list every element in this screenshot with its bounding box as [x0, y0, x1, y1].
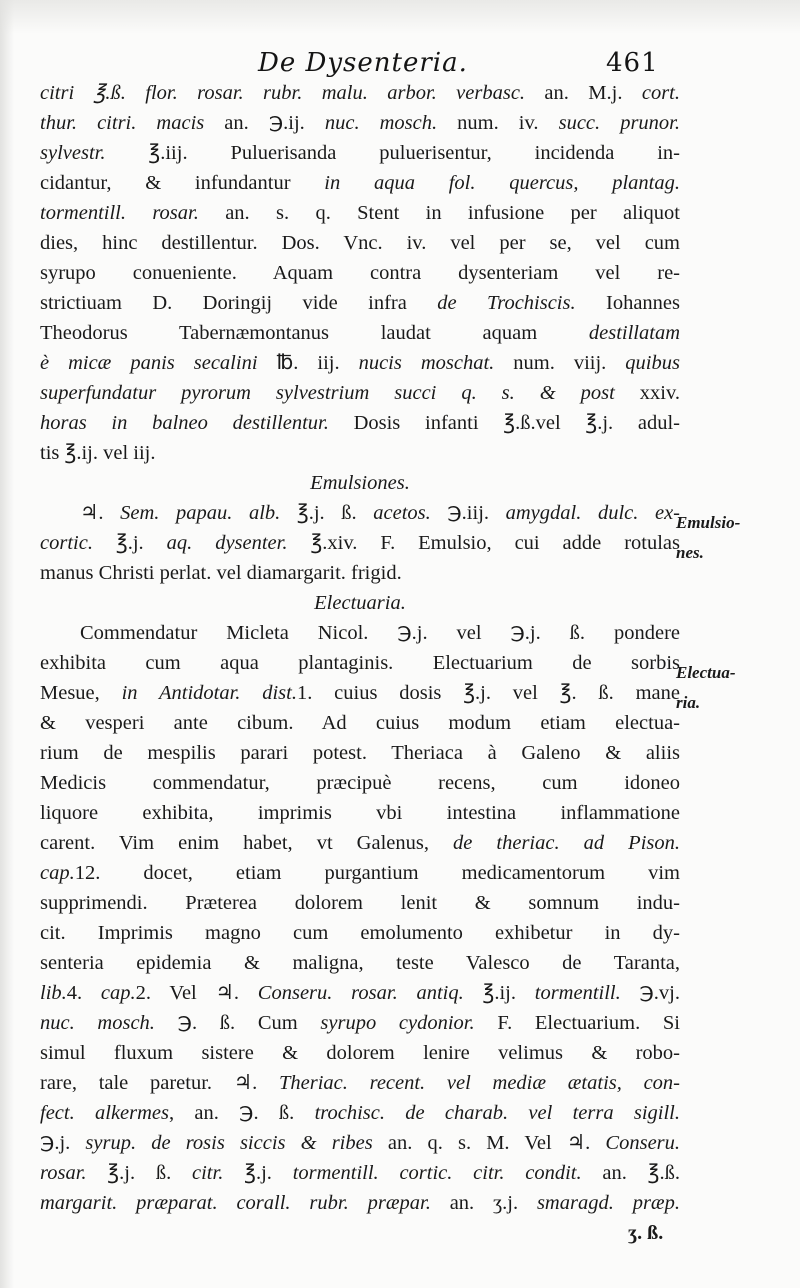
italic-text-run: superfundatur pyrorum sylvestrium succi q. s. & post	[40, 382, 615, 404]
italic-text-run: destillatam	[588, 322, 680, 344]
text-line	[40, 498, 680, 528]
text-run: an. ℈.ij.	[204, 112, 325, 134]
text-run: simul fluxum sistere & dolorem lenire velimus & robo-	[40, 1042, 680, 1064]
text-line	[40, 1158, 680, 1188]
text-line	[40, 828, 680, 858]
text-run: manus Christi perlat. vel diamargarit. frigid.	[40, 562, 402, 584]
text-line	[40, 168, 680, 198]
italic-text-run: nuc. mosch.	[324, 112, 438, 134]
text-line	[40, 648, 680, 678]
text-line	[40, 918, 680, 948]
text-line	[40, 408, 680, 438]
text-run: an. q. s. M. Vel ♃.	[372, 1132, 606, 1154]
text-run: Iohannes	[575, 292, 680, 314]
text-run: F. Electuarium. Si	[474, 1012, 680, 1034]
text-line	[40, 1188, 680, 1218]
text-run: Commendatur Micleta Nicol. ℈.j. vel ℈.j. ß. pondere	[80, 622, 680, 644]
text-run: ℥.j.	[92, 532, 167, 554]
text-line	[40, 768, 680, 798]
text-line	[40, 558, 680, 588]
text-run: cidantur, & infundantur	[40, 172, 325, 194]
margin-note-line: Electua-	[676, 663, 736, 682]
text-run: & vesperi ante cibum. Ad cuius modum etiam electua-	[40, 712, 680, 734]
text-run: tis ℥.ij. vel iij.	[40, 442, 156, 464]
text-run: 4.	[66, 982, 101, 1004]
text-line	[40, 708, 680, 738]
text-run: an. s. q. Stent in infusione per aliquot	[198, 202, 680, 224]
text-run: ℈.iij.	[430, 502, 506, 524]
text-run: supprimendi. Præterea dolorem lenit & somnum indu-	[40, 892, 680, 914]
running-title: De Dysenteria.	[258, 48, 468, 78]
text-run: ℥.j. ß.	[280, 502, 374, 524]
text-line	[40, 618, 680, 648]
italic-text-run: cap.	[100, 982, 136, 1004]
italic-text-run: de theriac. ad Pison.	[453, 832, 680, 854]
italic-text-run: de Trochiscis.	[437, 292, 576, 314]
text-run: strictiuam D. Doringij vide infra	[40, 292, 438, 314]
italic-text-run: syrupo cydonior.	[320, 1012, 475, 1034]
text-run: dies, hinc destillentur. Dos. Vnc. iv. vel per se, vel cum	[40, 232, 680, 254]
text-line	[40, 198, 680, 228]
text-run: Theodorus Tabernæmontanus laudat aquam	[40, 322, 589, 344]
text-line	[40, 348, 680, 378]
text-run: cit. Imprimis magno cum emolumento exhibetur in dy-	[40, 922, 680, 944]
italic-text-run: citri ℥.ß. flor. rosar. rubr. malu. arbor. verbasc.	[40, 82, 526, 104]
text-line	[40, 378, 680, 408]
text-run: an. M.j.	[525, 82, 642, 104]
italic-text-run: cortic.	[40, 532, 93, 554]
text-run: ℥.j.	[223, 1162, 293, 1184]
italic-text-run: cap.	[40, 862, 75, 884]
margin-note-line: ria.	[676, 693, 701, 712]
italic-text-run: Conseru. rosar. antiq.	[257, 982, 464, 1004]
text-line	[40, 1008, 680, 1038]
text-line	[40, 528, 680, 558]
italic-text-run: tormentill. cortic. citr. condit.	[292, 1162, 582, 1184]
italic-text-run: trochisc. de charab. vel terra sigill.	[314, 1102, 680, 1124]
italic-text-run: horas in balneo destillentur.	[40, 412, 329, 434]
text-run: ℥.xiv. F. Emulsio, cui adde rotulas	[287, 532, 680, 554]
text-line	[40, 1068, 680, 1098]
italic-text-run: amygdal. dulc. ex-	[505, 502, 680, 524]
italic-text-run: tormentill. rosar.	[40, 202, 199, 224]
text-run: syrupo conueniente. Aquam contra dysenteriam vel re-	[40, 262, 680, 284]
text-run: ℔. iij.	[257, 352, 359, 374]
text-line	[40, 948, 680, 978]
text-run: ♃.	[80, 502, 121, 524]
italic-text-run: quibus	[625, 352, 680, 374]
text-line	[40, 108, 680, 138]
text-run: ℥.j. ß.	[86, 1162, 193, 1184]
text-run: ℈. ß. Cum	[154, 1012, 321, 1034]
italic-text-run: sylvestr.	[40, 142, 106, 164]
text-run: ℈.j.	[40, 1132, 86, 1154]
italic-text-run: aq. dysenter.	[166, 532, 288, 554]
italic-text-run: rosar.	[40, 1162, 87, 1184]
margin-note-line: Emulsio-	[676, 513, 741, 532]
italic-text-run: in aqua fol. quercus, plantag.	[324, 172, 680, 194]
italic-text-run: citr.	[192, 1162, 224, 1184]
text-run: ℥.iij. Puluerisanda puluerisentur, incidenda in-	[105, 142, 680, 164]
section-heading: Electuaria.	[314, 592, 406, 614]
italic-text-run: succ. prunor.	[558, 112, 680, 134]
text-line	[40, 858, 680, 888]
text-run: carent. Vim enim habet, vt Galenus,	[40, 832, 454, 854]
italic-text-run: acetos.	[373, 502, 431, 524]
margin-note-emulsiones	[676, 508, 794, 568]
text-line	[40, 228, 680, 258]
text-run: 2. Vel ♃.	[135, 982, 258, 1004]
text-line	[40, 1098, 680, 1128]
text-run: rium de mespilis parari potest. Theriaca à Galeno & aliis	[40, 742, 680, 764]
text-line	[40, 138, 680, 168]
page-number: 461	[606, 48, 659, 78]
italic-text-run: syrup. de rosis siccis & ribes	[85, 1132, 373, 1154]
text-run: num. viij.	[494, 352, 626, 374]
italic-text-run: è micæ panis secalini	[40, 352, 258, 374]
text-line	[40, 678, 680, 708]
text-run: liquore exhibita, imprimis vbi intestina inflammatione	[40, 802, 680, 824]
catchword: ʒ. ß.	[628, 1222, 664, 1244]
text-run: ℈.vj.	[620, 982, 680, 1004]
section-heading: Emulsiones.	[310, 472, 410, 494]
text-run: an. ℥.ß.	[581, 1162, 680, 1184]
text-run: rare, tale paretur. ♃.	[40, 1072, 279, 1094]
text-line	[40, 798, 680, 828]
text-line	[40, 438, 680, 468]
italic-text-run: Sem. papau. alb.	[120, 502, 281, 524]
italic-text-run: cort.	[641, 82, 680, 104]
text-line	[40, 978, 680, 1008]
text-line	[40, 258, 680, 288]
text-line	[40, 1038, 680, 1068]
text-run: ℥.ij.	[463, 982, 535, 1004]
italic-text-run: in Antidotar. dist.	[121, 682, 297, 704]
italic-text-run: nuc. mosch.	[40, 1012, 155, 1034]
text-run: senteria epidemia & maligna, teste Valesco de Taranta,	[40, 952, 680, 974]
text-run: xxiv.	[614, 382, 680, 404]
text-line	[40, 288, 680, 318]
text-run: 1. cuius dosis ℥.j. vel ℥. ß. mane	[296, 682, 680, 704]
text-run: Mesue,	[40, 682, 122, 704]
text-run: an. ʒ.j.	[430, 1192, 537, 1214]
italic-text-run: Conseru.	[605, 1132, 680, 1154]
text-run: 12. docet, etiam purgantium medicamentorum vim	[74, 862, 680, 884]
italic-text-run: nucis moschat.	[358, 352, 495, 374]
text-run: num. iv.	[437, 112, 559, 134]
text-line	[40, 318, 680, 348]
italic-text-run: fect. alkermes	[40, 1102, 170, 1124]
italic-text-run: Theriac. recent. vel mediæ ætatis, con-	[278, 1072, 680, 1094]
text-run: Medicis commendatur, præcipuè recens, cum idoneo	[40, 772, 680, 794]
margin-note-electuaria	[676, 658, 794, 718]
text-line	[40, 1128, 680, 1158]
italic-text-run: thur. citri. macis	[40, 112, 205, 134]
italic-text-run: smaragd. præp.	[536, 1192, 680, 1214]
text-line	[40, 78, 680, 108]
text-run: Dosis infanti ℥.ß.vel ℥.j. adul-	[328, 412, 680, 434]
text-run: , an. ℈. ß.	[169, 1102, 315, 1124]
margin-note-line: nes.	[676, 543, 704, 562]
text-line	[40, 888, 680, 918]
italic-text-run: tormentill.	[534, 982, 621, 1004]
text-line	[40, 738, 680, 768]
body-text	[40, 78, 680, 1218]
text-run: exhibita cum aqua plantaginis. Electuarium de sorbis	[40, 652, 680, 674]
italic-text-run: lib.	[40, 982, 67, 1004]
italic-text-run: margarit. præparat. corall. rubr. præpar.	[40, 1192, 431, 1214]
